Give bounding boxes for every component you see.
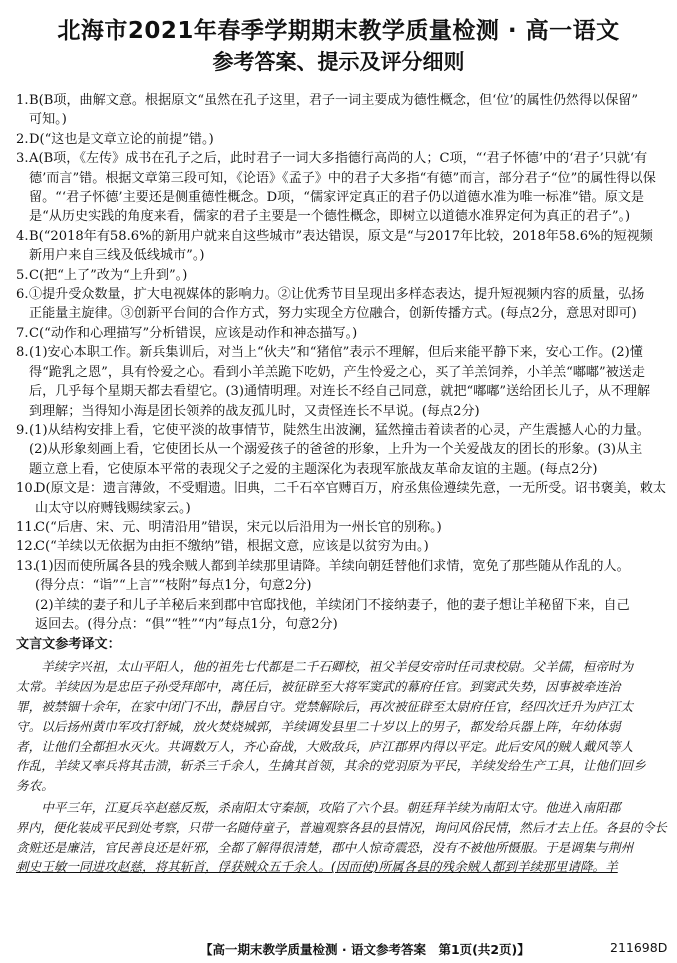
translation-heading: 文言文参考译文： — [16, 637, 121, 653]
answer-line: 留。“‘君子怀德’主要还是侧重德性概念。D项，“儒家评定真正的君子仍以道德水准为唯一标准”错。原文是 — [29, 190, 645, 206]
answer-item — [16, 343, 666, 421]
answer-line: B(B项，曲解文意。根据原文“虽然在孔子这里，君子一词主要成为德性概念，但‘位’的属性仍然得以保留” — [29, 93, 639, 108]
answer-number: 11. — [16, 519, 37, 535]
answer-number: 1. — [16, 93, 29, 108]
translation-line: 守。以后扬州黄巾军攻打舒城，放火焚烧城郭，羊续调发县里二十岁以上的男子，都发给兵器上阵，年幼体弱 — [16, 718, 621, 734]
page-title: 北海市2021年春季学期期末教学质量检测 · 高一语文 — [57, 18, 620, 44]
answer-number: 8. — [16, 345, 29, 361]
answer-line: 后，几乎每个星期天都去看望它。(3)通情明理。对连长不经自己同意，就把“嘟嘟”送给团长儿子，从不理解 — [29, 384, 651, 400]
translation-line: 中平三年，江夏兵卒赵慈反叛，杀南阳太守秦颉，攻陷了六个县。朝廷拜羊续为南阳太守。他进入南阳郡 — [41, 799, 621, 815]
answer-item — [16, 518, 666, 537]
answer-number: 13. — [16, 558, 37, 574]
answer-list — [16, 91, 666, 877]
answer-line: 得“跪乳之恩”，具有怜爱之心。看到小羊羔跪下吃奶，产生怜爱之心，买了羊羔饲养，小羊羔“嘟嘟”被送走 — [29, 364, 645, 380]
answer-number: 7. — [16, 325, 29, 341]
answer-line: (1)因而使所属各县的残余贼人都到羊续那里请降。羊续向朝廷替他们求情，宽免了那些随从作乱的人。 — [35, 558, 630, 574]
answer-number: 12. — [16, 539, 37, 555]
answer-number: 10. — [16, 481, 37, 497]
answer-number: 3. — [16, 151, 29, 167]
answer-item — [16, 479, 666, 518]
translation-paragraph — [16, 657, 666, 796]
answer-line: ①提升受众数量，扩大电视媒体的影响力。②让优秀节目呈现出多样态表达，提升短视频内容的质量，弘扬 — [29, 287, 645, 303]
answer-line: 德’而言”错。根据文章第三段可知，《论语》《孟子》中的君子大多指“有德”而言，部分君子“位”的属性得以保 — [29, 170, 656, 186]
translation-line: 刺史王敏一同进攻赵慈，将其斩首，俘获贼众五千余人。(因而使)所属各县的残余贼人都到羊续那里请降。羊 — [16, 859, 618, 875]
answer-line: 可知。) — [29, 112, 67, 128]
translation-paragraph — [16, 798, 666, 877]
answer-number: 4. — [16, 228, 29, 244]
answer-line: 新用户来自三线及低线城市”。) — [29, 248, 205, 264]
answer-line: (1)从结构安排上看，它使平淡的故事情节，陡然生出波澜，猛然撞击着读者的心灵，产生震撼人心的力量。 — [29, 422, 650, 438]
answer-line: 是“从历史实践的角度来看，儒家的君子主要是一个德性概念，即树立以道德水准界定何为真正的君子”。) — [29, 209, 631, 225]
translation-line: 作乱，羊续又率兵将其击溃，斩杀三千余人，生擒其首领，其余的党羽原为平民，羊续发给生产工具，让他们回乡 — [16, 758, 646, 774]
page-subtitle: 参考答案、提示及评分细则 — [212, 50, 465, 74]
footer-page-info: 【高一期末教学质量检测 · 语文参考答案 第1页(共2页)】 — [200, 942, 530, 957]
answer-line: B(“2018年有58.6%的新用户就来自这些城市”表达错误，原文是“与2017年比较，2018年58.6%的短视频 — [29, 228, 653, 244]
answer-line: C(“动作和心理描写”分析错误，应该是动作和神态描写。) — [29, 325, 358, 341]
footer-code: 211698D — [610, 940, 668, 955]
answer-item — [16, 266, 666, 285]
answer-item — [16, 149, 666, 227]
answer-item — [16, 285, 666, 324]
answer-item — [16, 227, 666, 266]
answer-number: 9. — [16, 422, 29, 438]
answer-line: 山太守以府赙钱赐续家云。) — [35, 500, 191, 516]
answer-item — [16, 421, 666, 479]
answer-line: A(B项，《左传》成书在孔子之后，此时君子一词大多指德行高尚的人；C项，“‘君子怀德’中的‘君子’只就‘有 — [29, 151, 648, 167]
translation-line: 界内，便化装成平民到处考察，只带一名随侍童子，普遍观察各县的县情况，询问风俗民情，然后才去上任。各县的令长 — [16, 819, 667, 835]
answer-line: 正能量主旋律。③创新平台间的合作方式，努力实现全方位融合，创新传播方式。(每点2分，意思对即可) — [29, 306, 637, 322]
answer-line: 返回去。(得分点：“俱”“牲”“内”每点1分，句意2分) — [35, 616, 338, 632]
answer-line: D(“这也是文章立论的前提”错。) — [29, 131, 214, 147]
answer-line: C(把“上了”改为“上升到”。) — [29, 267, 188, 283]
translation-body — [16, 657, 666, 877]
answer-item — [16, 537, 666, 556]
translation-line: 贪赃还是廉洁，官民善良还是奸邪，全都了解得很清楚，郡中人惊奇震恐，没有不被他所慑服。于是调集与荆州 — [16, 839, 634, 855]
answer-line: 到理解；当得知小海是团长领养的战友孤儿时，又责怪连长不早说。(每点2分) — [29, 403, 480, 419]
answer-line: 题立意上看，它使原本平常的表现父子之爱的主题深化为表现军旅战友革命友谊的主题。(每点2分) — [29, 461, 598, 477]
translation-line: 太常。羊续因为是忠臣子孙受拜郎中，离任后，被征辟至大将军窦武的幕府任官。到窦武失势，因事被牵连治 — [16, 679, 621, 695]
answer-line: C(“羊续以无依据为由拒不缴纳”错，根据文意，应该是以贫穷为由。) — [35, 539, 429, 555]
answer-line: D(原文是：遗言薄敛，不受赗遗。旧典，二千石卒官赙百万，府丞焦俭遵续先意，一无所受。诏书褒美，敕太 — [35, 481, 667, 497]
answer-item — [16, 91, 666, 130]
answer-line: (1)安心本职工作。新兵集训后，对当上“伙夫”和“猪倌”表示不理解，但后来能平静下来，安心工作。(2)懂 — [29, 345, 643, 361]
answer-number: 5. — [16, 267, 29, 283]
translation-line: 羊续字兴祖，太山平阳人，他的祖先七代都是二千石卿校，祖父羊侵安帝时任司隶校尉。父羊儒，桓帝时为 — [41, 659, 634, 675]
translation-line: 务农。 — [16, 778, 54, 794]
answer-number: 2. — [16, 131, 29, 147]
answer-line: (得分点：“诣”“上言”“枝附”每点1分，句意2分) — [35, 578, 312, 594]
answer-item — [16, 557, 666, 635]
translation-line: 罪，被禁锢十余年，在家中闭门不出，静居自守。党禁解除后，再次被征辟至太尉府任官，经四次迁升为庐江太 — [16, 698, 634, 714]
answer-line: (2)从形象刻画上看，它使团长从一个溺爱孩子的爸爸的形象，上升为一个关爱战友的团长的形象。(3)从主 — [29, 442, 643, 458]
answer-line: (2)羊续的妻子和儿子羊秘后来到郡中官邸找他，羊续闭门不接纳妻子，他的妻子想让羊秘留下来，自己 — [35, 597, 630, 613]
translation-line: 者，让他们全都担水灭火。共调数万人，齐心奋战，大败敌兵，庐江郡界内得以平定。此后安风的贼人戴风等人 — [16, 738, 634, 754]
answer-item — [16, 130, 666, 149]
answer-number: 6. — [16, 287, 29, 303]
answer-line: C(“后唐、宋、元、明清沿用”错误，宋元以后沿用为一州长官的别称。) — [35, 519, 442, 535]
answer-item — [16, 324, 666, 343]
